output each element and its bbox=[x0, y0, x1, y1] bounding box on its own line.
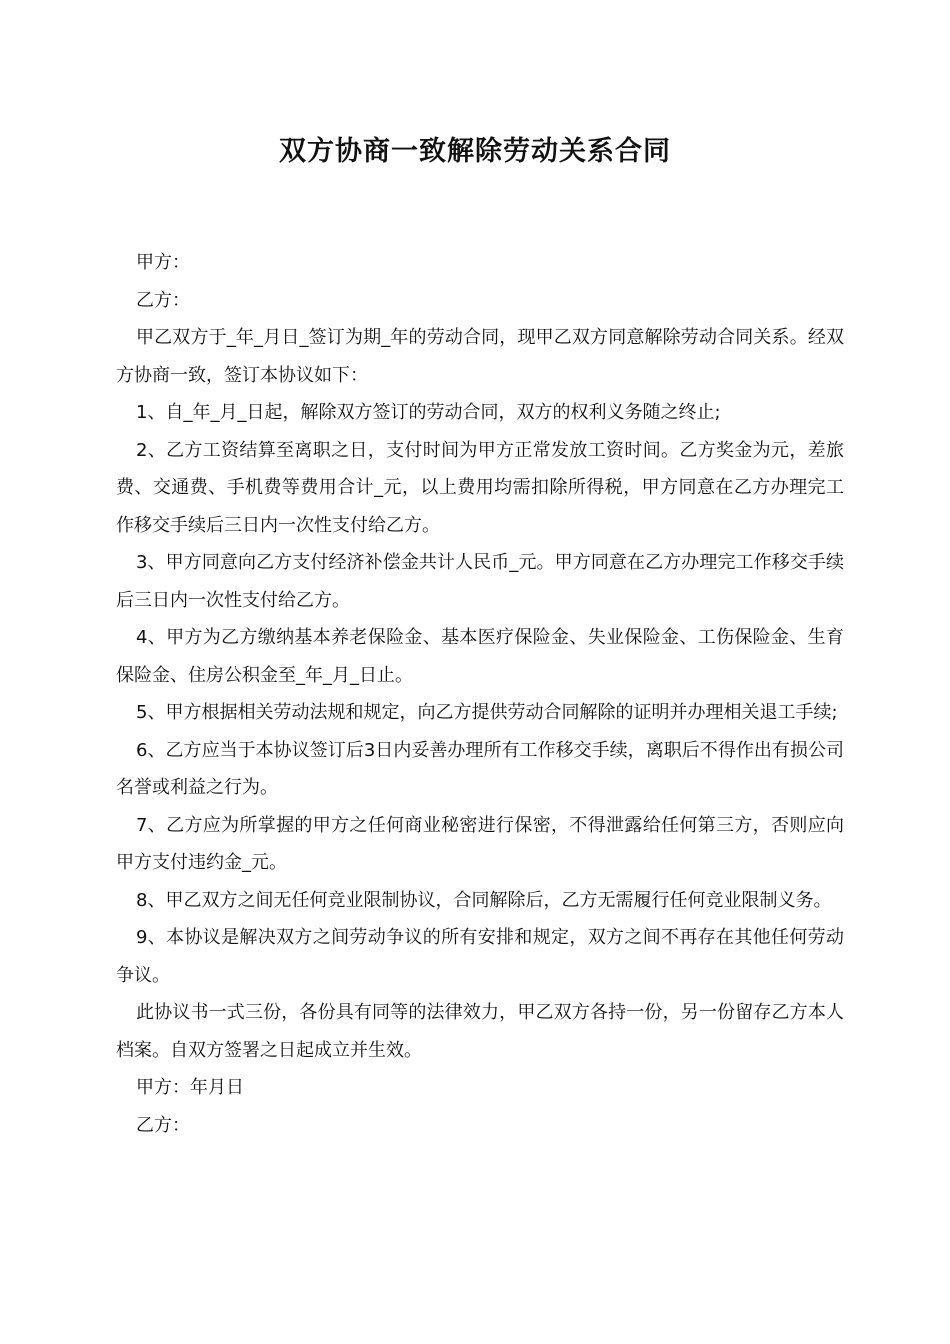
intro-paragraph: 甲乙双方于_年_月日_签订为期_年的劳动合同，现甲乙双方同意解除劳动合同关系。经双方协商一致，签订本协议如下： bbox=[116, 327, 844, 386]
document-body bbox=[116, 244, 844, 1144]
document-title: 双方协商一致解除劳动关系合同 bbox=[279, 136, 671, 167]
clause-6: 6、乙方应当于本协议签订后3日内妥善办理所有工作移交手续，离职后不得作出有损公司名誉或利益之行为。 bbox=[116, 739, 844, 798]
signature-party-b: 乙方： bbox=[136, 1114, 190, 1136]
clause-9: 9、本协议是解决双方之间劳动争议的所有安排和规定，双方之间不再存在其他任何劳动争议。 bbox=[116, 927, 844, 986]
signature-party-a: 甲方：年月日 bbox=[136, 1077, 244, 1098]
clause-7: 7、乙方应为所掌握的甲方之任何商业秘密进行保密，不得泄露给任何第三方，否则应向甲方支付违约金_元。 bbox=[116, 814, 844, 873]
party-a-line: 甲方： bbox=[136, 252, 190, 273]
party-b-line: 乙方： bbox=[136, 289, 190, 311]
clause-3: 3、甲方同意向乙方支付经济补偿金共计人民币_元。甲方同意在乙方办理完工作移交手续后三日内一次性支付给乙方。 bbox=[116, 552, 844, 611]
clause-8: 8、甲乙双方之间无任何竞业限制协议，合同解除后，乙方无需履行任何竞业限制义务。 bbox=[136, 889, 832, 911]
clause-1: 1、自_年_月_日起，解除双方签订的劳动合同，双方的权利义务随之终止; bbox=[136, 402, 721, 423]
clause-5: 5、甲方根据相关劳动法规和规定，向乙方提供劳动合同解除的证明并办理相关退工手续; bbox=[136, 702, 838, 723]
clause-4: 4、甲方为乙方缴纳基本养老保险金、基本医疗保险金、失业保险金、工伤保险金、生育保险金、住房公积金至_年_月_日止。 bbox=[116, 627, 844, 686]
clause-2: 2、乙方工资结算至离职之日，支付时间为甲方正常发放工资时间。乙方奖金为元，差旅费、交通费、手机费等费用合计_元，以上费用均需扣除所得税，甲方同意在乙方办理完工作移交手续后三日内一次性支付给乙方。 bbox=[116, 439, 844, 536]
closing-paragraph: 此协议书一式三份，各份具有同等的法律效力，甲乙双方各持一份，另一份留存乙方本人档案。自双方签署之日起成立并生效。 bbox=[116, 1002, 844, 1061]
